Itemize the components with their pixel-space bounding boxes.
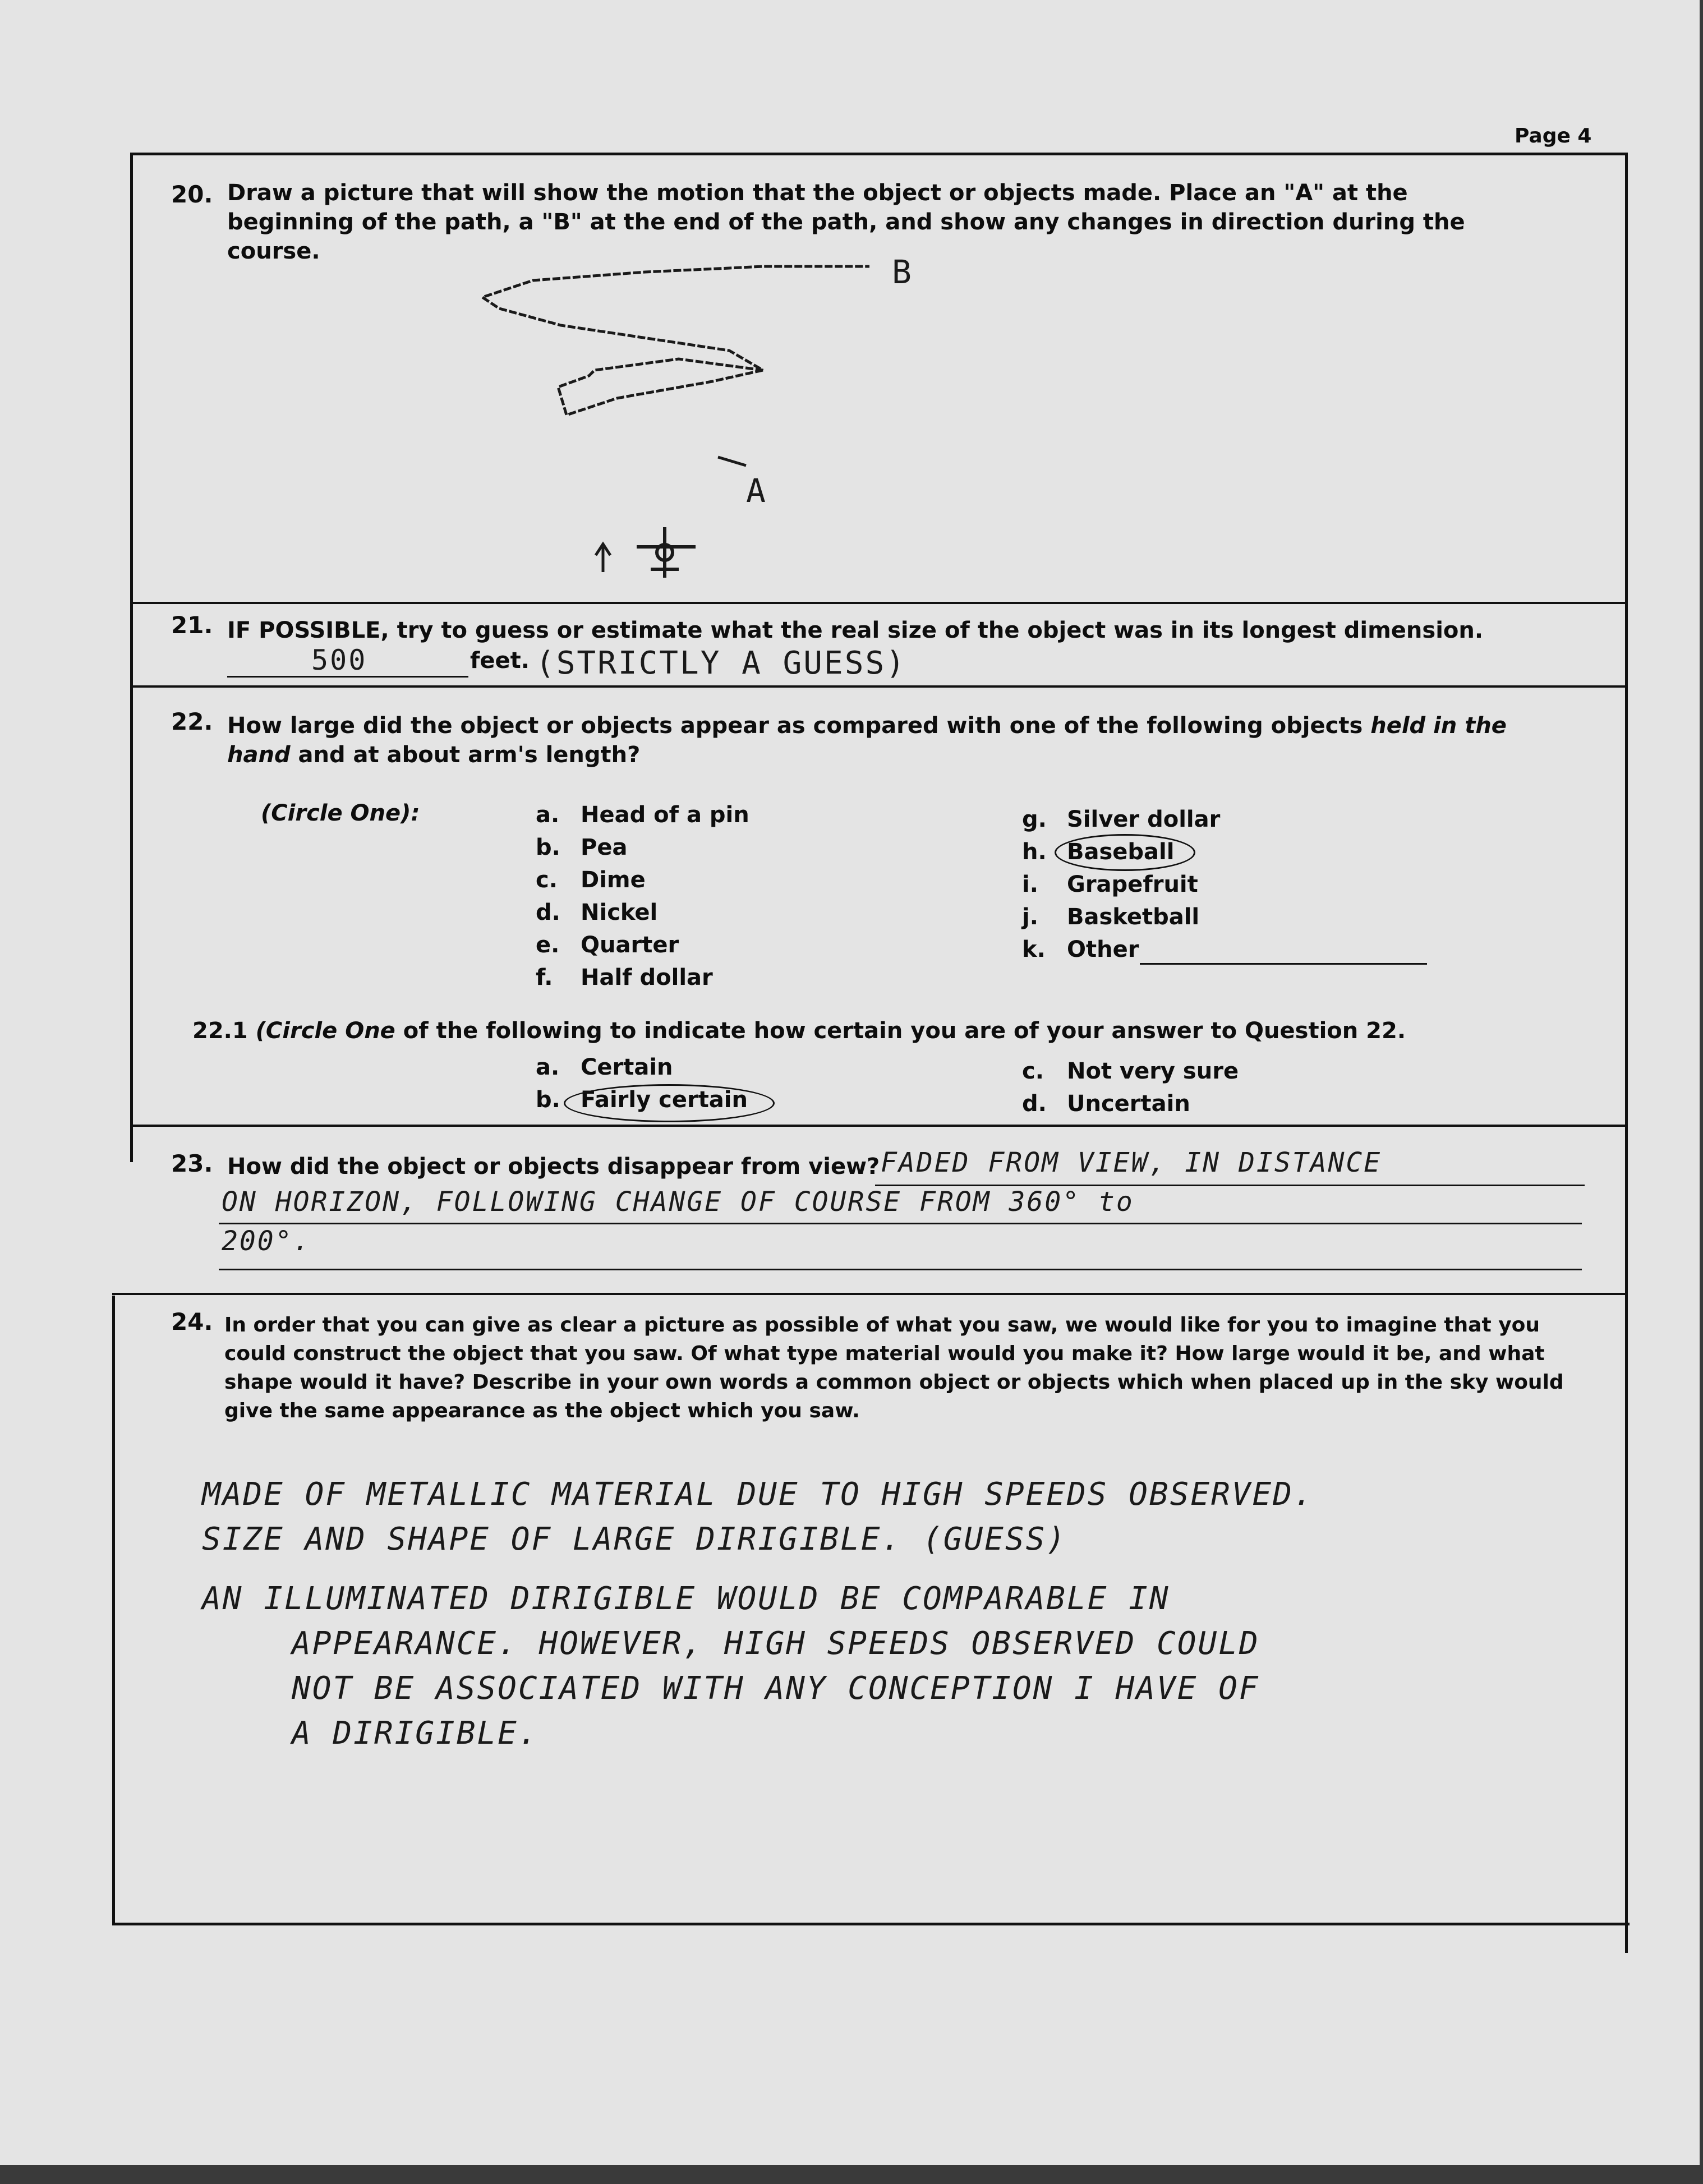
q23-answer-line1: FADED FROM VIEW, IN DISTANCE (881, 1147, 1382, 1178)
option-h: h. Baseball (1022, 839, 1175, 865)
divider-20-21 (130, 602, 1628, 604)
option-e: e. Quarter (536, 932, 679, 958)
option-b: b. Pea (536, 835, 628, 860)
q24-number: 24. (171, 1308, 213, 1335)
q22-other-line (1140, 963, 1427, 965)
divider-22-23 (130, 1125, 1628, 1127)
option-a: a. Certain (536, 1054, 673, 1080)
q22-text-end: and at about arm's length? (298, 742, 641, 768)
q24-answer-line: A DIRIGIBLE. (292, 1715, 539, 1752)
option-k: k. Other (1022, 937, 1139, 962)
q20-text: Draw a picture that will show the motion that the object or objects made. Place an "A" at the beginning of the path, a "B" at the end of the path, and show any changes in direction during the course. (227, 180, 1465, 264)
option-d: d. Nickel (536, 900, 658, 925)
q23-answer-line3: 200°. (222, 1225, 311, 1257)
q22-1-text: of the following to indicate how certain you are of your answer to Question 22. (403, 1018, 1406, 1044)
form-bottom-border (112, 1923, 1630, 1925)
q23-number: 23. (171, 1150, 213, 1177)
q24-answer-line: APPEARANCE. HOWEVER, HIGH SPEEDS OBSERVED COULD (292, 1625, 1260, 1662)
q24-answer-line: MADE OF METALLIC MATERIAL DUE TO HIGH SPEEDS OBSERVED. (202, 1476, 1314, 1513)
option-c: c. Not very sure (1022, 1058, 1239, 1084)
q22-1-selected-circle (564, 1084, 775, 1122)
q24-answer-line: AN ILLUMINATED DIRIGIBLE WOULD BE COMPARABLE IN (202, 1581, 1170, 1617)
q22-instruction: (Circle One): (261, 800, 420, 826)
option-i: i. Grapefruit (1022, 872, 1198, 897)
q22-question (227, 711, 1534, 770)
option-b: b. Fairly certain (536, 1087, 748, 1113)
north-arrow-icon (596, 544, 610, 572)
option-j: j. Basketball (1022, 904, 1200, 930)
q21-answer: 500 (311, 644, 367, 676)
q23-line2 (219, 1223, 1582, 1224)
q22-1-options-right (1022, 1057, 1239, 1122)
q22-1-prefix: (Circle One (255, 1018, 395, 1044)
option-d: d. Uncertain (1022, 1091, 1190, 1117)
option-f: f. Half dollar (536, 965, 713, 990)
label-b: B (892, 253, 912, 291)
page-number: Page 4 (1515, 125, 1592, 148)
q22-text-italic: held in the hand (227, 713, 1507, 768)
motion-path (482, 266, 869, 415)
q22-text: How large did the object or objects appear as compared with one of the following objects (227, 713, 1363, 739)
q20-number: 20. (171, 181, 213, 208)
option-g: g. Silver dollar (1022, 807, 1221, 832)
option-a: a. Head of a pin (536, 802, 749, 828)
form-right-border (1625, 153, 1628, 1953)
q21-unit: feet. (470, 648, 530, 674)
divider-23-24 (112, 1293, 1627, 1295)
option-c: c. Dime (536, 867, 646, 893)
q23-text: How did the object or objects disappear from view? (227, 1154, 880, 1179)
q22-options-left (536, 800, 749, 996)
q21-note: (STRICTLY A GUESS) (536, 645, 906, 681)
q22-number: 22. (171, 708, 213, 735)
q23-line3 (219, 1269, 1582, 1270)
q24-answer-line: NOT BE ASSOCIATED WITH ANY CONCEPTION I HAVE OF (292, 1670, 1260, 1707)
q22-options-right (1022, 805, 1220, 967)
divider-21-22 (130, 685, 1628, 688)
motion-path-drawing (449, 241, 1010, 578)
q22-selected-circle (1055, 834, 1195, 871)
q24-text: In order that you can give as clear a picture as possible of what you saw, we would like for you to imagine that you could construct the object that you saw. Of what type material would you make it? How large would it be, and what shape would it have? Describe in your own words a common object or objects which when placed up in the sky would give the same appearance as the object which you saw. (224, 1314, 1564, 1422)
q24-answer (202, 1472, 1582, 1756)
form-left-border-lower (112, 1296, 115, 1924)
q24-answer-line: SIZE AND SHAPE OF LARGE DIRIGIBLE. (GUESS) (202, 1521, 1067, 1558)
form-top-border (130, 153, 1628, 155)
aircraft-sketch-icon (637, 527, 696, 578)
form-left-border-upper (130, 153, 133, 1162)
q22-1-number: 22.1 (192, 1018, 248, 1044)
q21-text: IF POSSIBLE, try to guess or estimate what the real size of the object was in its longest dimension. (227, 618, 1484, 643)
start-arrow-tick (718, 457, 746, 466)
q23-answer-line2: ON HORIZON, FOLLOWING CHANGE OF COURSE FROM 360° to (222, 1186, 1134, 1218)
q22-1-question (192, 1016, 1539, 1045)
label-a: A (746, 472, 766, 510)
q21-number: 21. (171, 611, 213, 639)
